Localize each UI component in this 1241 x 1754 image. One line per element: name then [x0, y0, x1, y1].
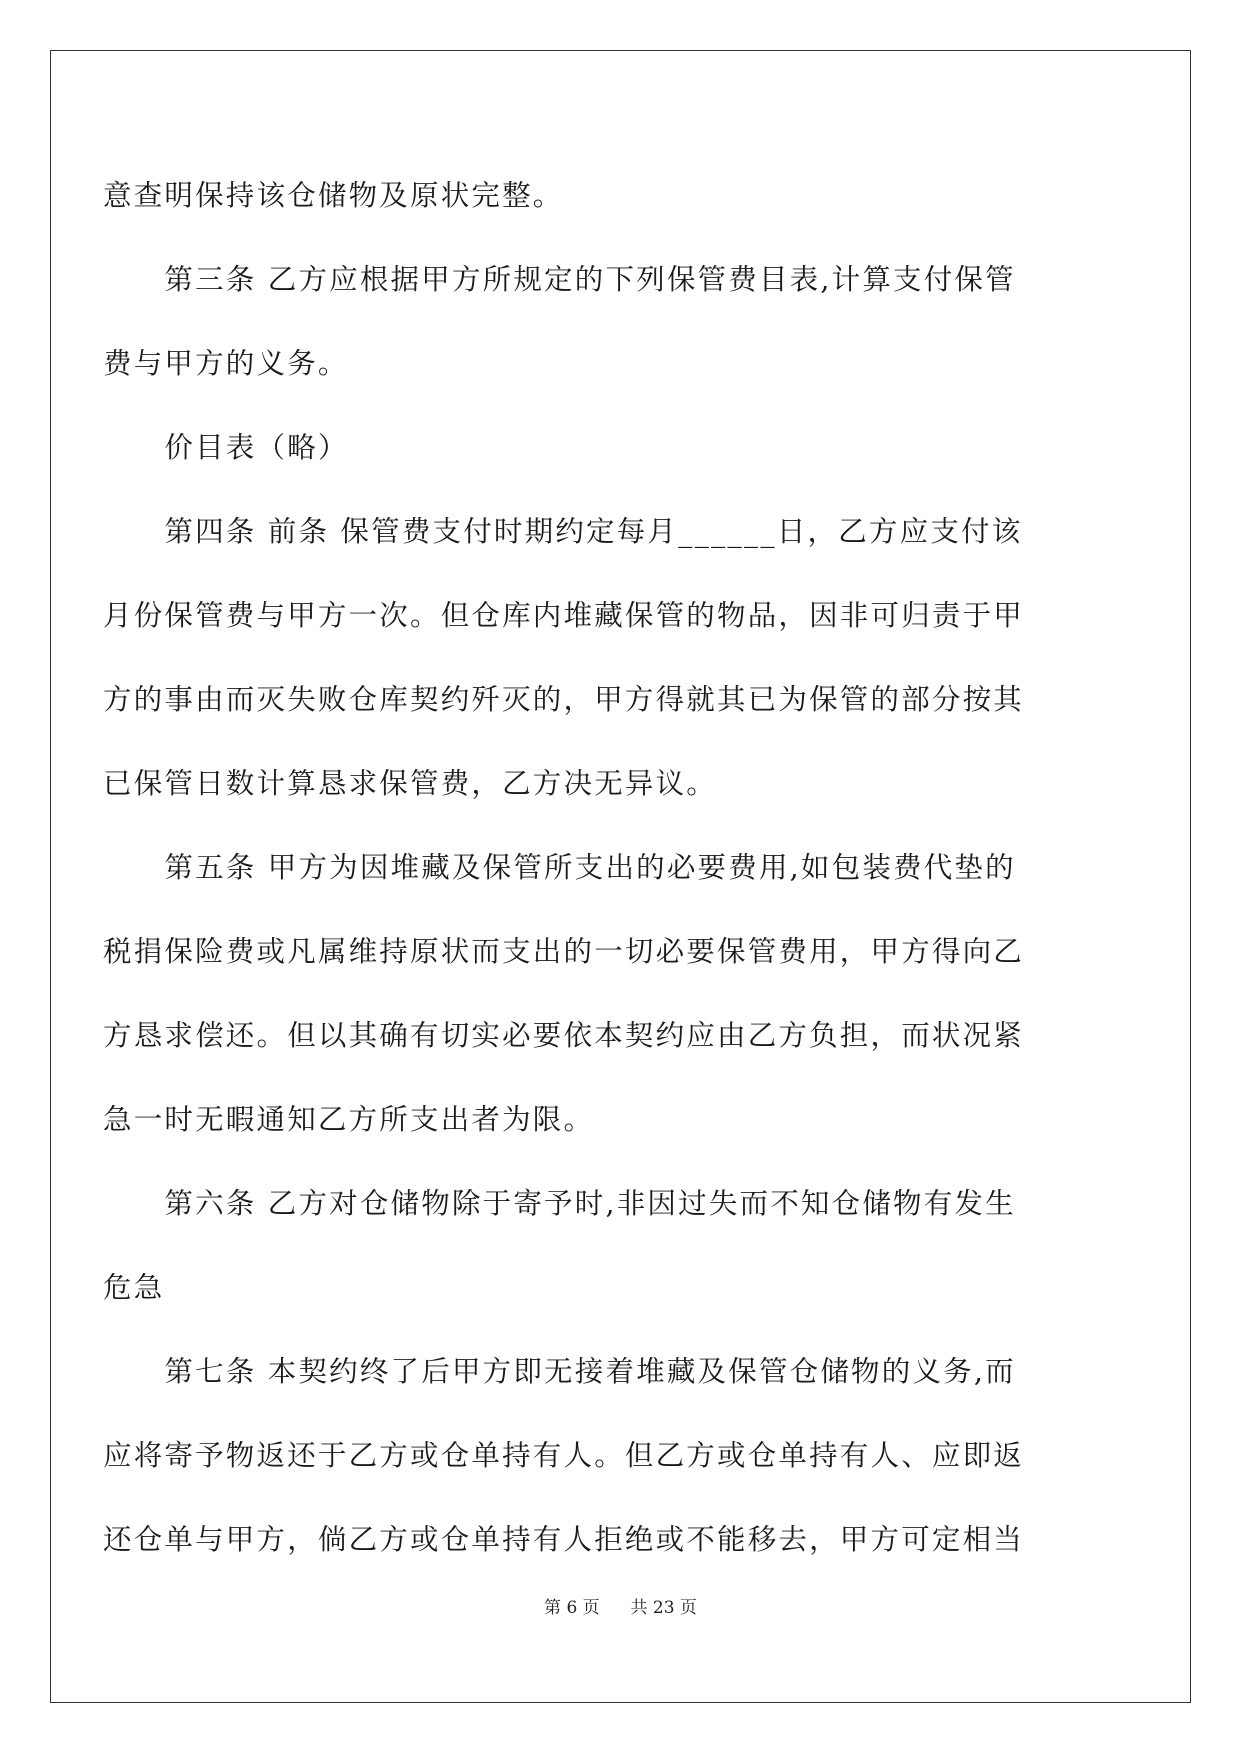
text-line: 意查明保持该仓储物及原状完整。 [103, 179, 564, 212]
text-line: 费与甲方的义务。 [103, 347, 349, 380]
text-line: 急一时无暇通知乙方所支出者为限。 [103, 1103, 595, 1136]
text-line: 月份保管费与甲方一次。但仓库内堆藏保管的物品，因非可归责于甲 [103, 599, 1025, 632]
text-line: 应将寄予物返还于乙方或仓单持有人。但乙方或仓单持有人、应即返 [103, 1439, 1025, 1472]
page-number: 第 6 页 [544, 1598, 600, 1618]
text-line: 已保管日数计算恳求保管费，乙方决无异议。 [103, 767, 718, 800]
text-line: 第三条 乙方应根据甲方所规定的下列保管费目表,计算支付保管 [103, 263, 1016, 296]
text-line: 第六条 乙方对仓储物除于寄予时,非因过失而不知仓储物有发生 [103, 1187, 1016, 1220]
text-line: 第四条 前条 保管费支付时期约定每月______日，乙方应支付该 [103, 515, 1023, 548]
text-line: 还仓单与甲方，倘乙方或仓单持有人拒绝或不能移去，甲方可定相当 [103, 1523, 1025, 1556]
page-total: 共 23 页 [630, 1598, 697, 1618]
text-line: 危急 [103, 1271, 165, 1304]
text-line: 方恳求偿还。但以其确有切实必要依本契约应由乙方负担，而状况紧 [103, 1019, 1025, 1052]
text-line: 价目表（略） [103, 431, 349, 464]
text-line: 第五条 甲方为因堆藏及保管所支出的必要费用,如包装费代垫的 [103, 851, 1016, 884]
page-footer [0, 1594, 1241, 1622]
text-line: 方的事由而灭失败仓库契约歼灭的，甲方得就其已为保管的部分按其 [103, 683, 1025, 716]
text-line: 税捐保险费或凡属维持原状而支出的一切必要保管费用，甲方得向乙 [103, 935, 1025, 968]
document-body [103, 154, 1037, 1582]
text-line: 第七条 本契约终了后甲方即无接着堆藏及保管仓储物的义务,而 [103, 1355, 1016, 1388]
